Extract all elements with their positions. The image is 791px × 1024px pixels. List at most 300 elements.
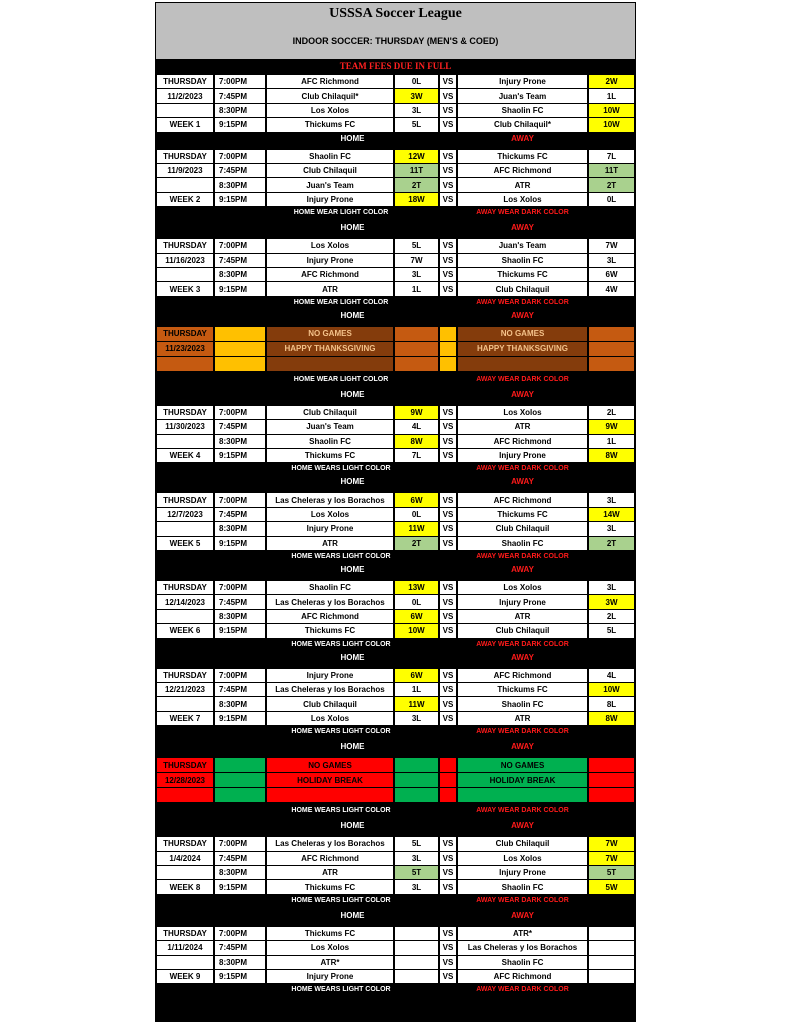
- date-label: 11/16/2023: [156, 253, 214, 268]
- home-header: HOME: [340, 477, 365, 487]
- away-score: 7W: [588, 836, 635, 851]
- home-header: HOME: [340, 310, 365, 320]
- home-team: AFC Richmond: [266, 74, 394, 89]
- vs-label: VS: [439, 163, 457, 178]
- game-time: 7:00PM: [214, 492, 266, 507]
- game-time: 7:45PM: [214, 851, 266, 866]
- day-label: THURSDAY: [156, 238, 214, 253]
- home-team: Juan's Team: [266, 177, 394, 192]
- away-score: [588, 926, 635, 941]
- game-time: 7:00PM: [214, 580, 266, 595]
- away-header: AWAY: [511, 133, 534, 143]
- home-score: 5L: [394, 238, 439, 253]
- home-score: 3W: [394, 88, 439, 103]
- away-wear-note: AWAY WEAR DARK COLOR: [476, 298, 569, 306]
- away-score: [588, 940, 635, 955]
- vs-label: VS: [439, 536, 457, 551]
- away-wear-note: AWAY WEAR DARK COLOR: [476, 375, 569, 383]
- home-team: Club Chilaquil*: [266, 88, 394, 103]
- date-label: 11/9/2023: [156, 163, 214, 178]
- holiday-time-cell: [214, 757, 266, 773]
- game-time: 9:15PM: [214, 117, 266, 132]
- vs-label: VS: [439, 238, 457, 253]
- away-wear-note: AWAY WEAR DARK COLOR: [476, 640, 569, 648]
- holiday-vs-cell: [439, 356, 457, 372]
- vs-label: VS: [439, 682, 457, 697]
- page-subtitle: INDOOR SOCCER: THURSDAY (MEN'S & COED): [292, 36, 499, 46]
- day-cell-empty: [156, 955, 214, 970]
- away-team: Los Xolos: [457, 192, 588, 207]
- week-label: WEEK 5: [156, 536, 214, 551]
- game-time: 7:45PM: [214, 88, 266, 103]
- home-score: 6W: [394, 492, 439, 507]
- away-team: Injury Prone: [457, 74, 588, 89]
- home-wear-note: HOME WEAR LIGHT COLOR: [293, 298, 389, 306]
- holiday-message-home: [266, 787, 394, 803]
- home-team: Juan's Team: [266, 419, 394, 434]
- away-team: Thickums FC: [457, 682, 588, 697]
- home-score: 3L: [394, 267, 439, 282]
- home-score: 1L: [394, 281, 439, 296]
- vs-label: VS: [439, 117, 457, 132]
- away-team: AFC Richmond: [457, 163, 588, 178]
- schedule-sheet: [155, 2, 636, 1022]
- home-score: 18W: [394, 192, 439, 207]
- away-score: 9W: [588, 419, 635, 434]
- day-cell-empty: [156, 609, 214, 624]
- away-team: ATR: [457, 419, 588, 434]
- holiday-score-cell: [394, 772, 439, 788]
- holiday-date: 11/23/2023: [156, 341, 214, 357]
- away-team: Los Xolos: [457, 580, 588, 595]
- game-time: 7:45PM: [214, 594, 266, 609]
- vs-label: VS: [439, 267, 457, 282]
- away-team: Club Chilaquil: [457, 836, 588, 851]
- game-time: 7:45PM: [214, 940, 266, 955]
- home-score: 7L: [394, 448, 439, 463]
- game-time: 8:30PM: [214, 103, 266, 118]
- holiday-day: THURSDAY: [156, 757, 214, 773]
- away-team: Juan's Team: [457, 88, 588, 103]
- fees-notice: TEAM FEES DUE IN FULL: [339, 61, 452, 71]
- away-score: 3L: [588, 521, 635, 536]
- home-team: Thickums FC: [266, 117, 394, 132]
- day-cell-empty: [156, 434, 214, 449]
- away-team: Injury Prone: [457, 594, 588, 609]
- away-header: AWAY: [511, 223, 534, 233]
- holiday-score-cell: [394, 326, 439, 342]
- home-team: AFC Richmond: [266, 267, 394, 282]
- home-score: [394, 969, 439, 984]
- vs-label: VS: [439, 448, 457, 463]
- home-team: ATR: [266, 865, 394, 880]
- vs-label: VS: [439, 865, 457, 880]
- away-team: Shaolin FC: [457, 536, 588, 551]
- date-label: 1/4/2024: [156, 851, 214, 866]
- home-team: Los Xolos: [266, 711, 394, 726]
- holiday-message-away: NO GAMES: [457, 326, 588, 342]
- week-label: WEEK 4: [156, 448, 214, 463]
- home-score: 11T: [394, 163, 439, 178]
- game-time: 8:30PM: [214, 177, 266, 192]
- away-team: ATR*: [457, 926, 588, 941]
- away-score: 8W: [588, 711, 635, 726]
- away-score: 1L: [588, 434, 635, 449]
- date-label: 11/30/2023: [156, 419, 214, 434]
- holiday-score-cell: [394, 341, 439, 357]
- game-time: 9:15PM: [214, 281, 266, 296]
- day-label: THURSDAY: [156, 926, 214, 941]
- away-wear-note: AWAY WEAR DARK COLOR: [476, 209, 569, 217]
- away-score: 5W: [588, 879, 635, 894]
- away-score: 10W: [588, 103, 635, 118]
- away-header: AWAY: [511, 565, 534, 574]
- game-time: 9:15PM: [214, 192, 266, 207]
- vs-label: VS: [439, 696, 457, 711]
- game-time: 9:15PM: [214, 536, 266, 551]
- vs-label: VS: [439, 434, 457, 449]
- vs-label: VS: [439, 419, 457, 434]
- game-time: 7:00PM: [214, 74, 266, 89]
- away-header: AWAY: [511, 742, 534, 752]
- away-team: AFC Richmond: [457, 492, 588, 507]
- game-time: 7:45PM: [214, 419, 266, 434]
- week-label: WEEK 3: [156, 281, 214, 296]
- home-score: 2T: [394, 536, 439, 551]
- vs-label: VS: [439, 955, 457, 970]
- away-team: Shaolin FC: [457, 103, 588, 118]
- home-score: [394, 926, 439, 941]
- away-score: 2T: [588, 177, 635, 192]
- week-label: WEEK 2: [156, 192, 214, 207]
- home-team: Club Chilaquil: [266, 163, 394, 178]
- away-team: AFC Richmond: [457, 434, 588, 449]
- holiday-day-empty: [156, 356, 214, 372]
- away-score: 2W: [588, 74, 635, 89]
- vs-label: VS: [439, 103, 457, 118]
- game-time: 7:00PM: [214, 405, 266, 420]
- game-time: 9:15PM: [214, 448, 266, 463]
- away-score: 3L: [588, 492, 635, 507]
- game-time: 7:45PM: [214, 253, 266, 268]
- home-wear-note: HOME WEARS LIGHT COLOR: [291, 553, 391, 560]
- vs-label: VS: [439, 668, 457, 683]
- away-header: AWAY: [511, 310, 534, 320]
- date-label: 12/14/2023: [156, 594, 214, 609]
- holiday-score-cell: [588, 341, 635, 357]
- home-team: Los Xolos: [266, 940, 394, 955]
- home-score: [394, 940, 439, 955]
- away-score: 2T: [588, 536, 635, 551]
- day-label: THURSDAY: [156, 74, 214, 89]
- holiday-message-home: NO GAMES: [266, 757, 394, 773]
- week-label: WEEK 7: [156, 711, 214, 726]
- away-team: Club Chilaquil: [457, 623, 588, 638]
- vs-label: VS: [439, 88, 457, 103]
- away-team: Los Xolos: [457, 851, 588, 866]
- home-team: Injury Prone: [266, 969, 394, 984]
- away-team: ATR: [457, 711, 588, 726]
- home-header: HOME: [340, 565, 365, 574]
- game-time: 9:15PM: [214, 879, 266, 894]
- home-wear-note: HOME WEAR LIGHT COLOR: [293, 375, 389, 383]
- holiday-message-away: [457, 787, 588, 803]
- game-time: 7:45PM: [214, 163, 266, 178]
- holiday-vs-cell: [439, 326, 457, 342]
- away-wear-note: AWAY WEAR DARK COLOR: [476, 986, 569, 994]
- home-score: 8W: [394, 434, 439, 449]
- home-team: Club Chilaquil: [266, 696, 394, 711]
- vs-label: VS: [439, 74, 457, 89]
- away-score: 3W: [588, 594, 635, 609]
- game-time: 8:30PM: [214, 955, 266, 970]
- home-team: AFC Richmond: [266, 609, 394, 624]
- holiday-score-cell: [588, 757, 635, 773]
- away-team: Shaolin FC: [457, 879, 588, 894]
- game-time: 7:45PM: [214, 507, 266, 522]
- home-score: 3L: [394, 711, 439, 726]
- away-score: 5T: [588, 865, 635, 880]
- holiday-day-empty: [156, 787, 214, 803]
- game-time: 8:30PM: [214, 609, 266, 624]
- vs-label: VS: [439, 492, 457, 507]
- holiday-vs-cell: [439, 772, 457, 788]
- home-header: HOME: [340, 821, 365, 831]
- day-label: THURSDAY: [156, 580, 214, 595]
- home-score: 5L: [394, 117, 439, 132]
- away-score: [588, 969, 635, 984]
- away-team: Shaolin FC: [457, 955, 588, 970]
- away-score: 0L: [588, 192, 635, 207]
- away-team: Injury Prone: [457, 865, 588, 880]
- day-cell-empty: [156, 267, 214, 282]
- weeks-container: [156, 3, 635, 1021]
- away-team: Thickums FC: [457, 507, 588, 522]
- away-team: Club Chilaquil*: [457, 117, 588, 132]
- day-label: THURSDAY: [156, 836, 214, 851]
- home-team: Club Chilaquil: [266, 405, 394, 420]
- home-score: 13W: [394, 580, 439, 595]
- home-team: Las Cheleras y los Borachos: [266, 682, 394, 697]
- day-cell-empty: [156, 696, 214, 711]
- away-score: 3L: [588, 253, 635, 268]
- away-header: AWAY: [511, 910, 534, 920]
- away-team: AFC Richmond: [457, 668, 588, 683]
- home-score: 9W: [394, 405, 439, 420]
- holiday-score-cell: [394, 356, 439, 372]
- away-team: ATR: [457, 609, 588, 624]
- away-score: 4W: [588, 281, 635, 296]
- home-wear-note: HOME WEAR LIGHT COLOR: [293, 209, 389, 217]
- day-cell-empty: [156, 865, 214, 880]
- game-time: 7:00PM: [214, 836, 266, 851]
- away-team: Juan's Team: [457, 238, 588, 253]
- vs-label: VS: [439, 940, 457, 955]
- away-score: [588, 955, 635, 970]
- away-team: Club Chilaquil: [457, 521, 588, 536]
- home-score: 1L: [394, 682, 439, 697]
- date-label: 1/11/2024: [156, 940, 214, 955]
- game-time: 8:30PM: [214, 865, 266, 880]
- home-team: Los Xolos: [266, 103, 394, 118]
- vs-label: VS: [439, 253, 457, 268]
- vs-label: VS: [439, 405, 457, 420]
- away-score: 3L: [588, 580, 635, 595]
- game-time: 7:00PM: [214, 238, 266, 253]
- vs-label: VS: [439, 711, 457, 726]
- game-time: 9:15PM: [214, 711, 266, 726]
- vs-label: VS: [439, 926, 457, 941]
- holiday-score-cell: [588, 787, 635, 803]
- holiday-message-away: [457, 356, 588, 372]
- away-score: 4L: [588, 668, 635, 683]
- holiday-message-home: NO GAMES: [266, 326, 394, 342]
- home-score: 12W: [394, 149, 439, 164]
- vs-label: VS: [439, 851, 457, 866]
- game-time: 8:30PM: [214, 696, 266, 711]
- away-header: AWAY: [511, 821, 534, 831]
- home-score: 5L: [394, 836, 439, 851]
- holiday-message-home: [266, 356, 394, 372]
- home-score: 7W: [394, 253, 439, 268]
- home-team: Injury Prone: [266, 668, 394, 683]
- home-score: 0L: [394, 74, 439, 89]
- vs-label: VS: [439, 836, 457, 851]
- home-team: Las Cheleras y los Borachos: [266, 836, 394, 851]
- holiday-score-cell: [394, 787, 439, 803]
- date-label: 12/21/2023: [156, 682, 214, 697]
- away-team: Thickums FC: [457, 267, 588, 282]
- game-time: 8:30PM: [214, 521, 266, 536]
- day-cell-empty: [156, 521, 214, 536]
- home-team: AFC Richmond: [266, 851, 394, 866]
- home-team: Shaolin FC: [266, 149, 394, 164]
- holiday-time-cell: [214, 772, 266, 788]
- vs-label: VS: [439, 192, 457, 207]
- home-header: HOME: [340, 652, 365, 662]
- home-team: Los Xolos: [266, 238, 394, 253]
- vs-label: VS: [439, 969, 457, 984]
- home-wear-note: HOME WEARS LIGHT COLOR: [291, 465, 391, 473]
- game-time: 9:15PM: [214, 969, 266, 984]
- home-wear-note: HOME WEARS LIGHT COLOR: [291, 640, 391, 648]
- home-team: ATR: [266, 536, 394, 551]
- day-cell-empty: [156, 103, 214, 118]
- date-label: 11/2/2023: [156, 88, 214, 103]
- vs-label: VS: [439, 281, 457, 296]
- vs-label: VS: [439, 149, 457, 164]
- holiday-message-away: HAPPY THANKSGIVING: [457, 341, 588, 357]
- holiday-time-cell: [214, 356, 266, 372]
- away-header: AWAY: [511, 389, 534, 399]
- away-wear-note: AWAY WEAR DARK COLOR: [476, 807, 569, 815]
- week-label: WEEK 9: [156, 969, 214, 984]
- home-score: 5T: [394, 865, 439, 880]
- away-score: 14W: [588, 507, 635, 522]
- week-label: WEEK 6: [156, 623, 214, 638]
- away-score: 2L: [588, 405, 635, 420]
- holiday-score-cell: [588, 772, 635, 788]
- away-score: 7L: [588, 149, 635, 164]
- away-score: 1L: [588, 88, 635, 103]
- page-title: USSSA Soccer League: [329, 6, 462, 21]
- game-time: 7:00PM: [214, 926, 266, 941]
- home-header: HOME: [340, 910, 365, 920]
- week-label: WEEK 8: [156, 879, 214, 894]
- away-score: 6W: [588, 267, 635, 282]
- game-time: 7:00PM: [214, 668, 266, 683]
- away-team: Shaolin FC: [457, 696, 588, 711]
- holiday-vs-cell: [439, 757, 457, 773]
- away-wear-note: AWAY WEAR DARK COLOR: [476, 896, 569, 904]
- day-label: THURSDAY: [156, 668, 214, 683]
- game-time: 9:15PM: [214, 623, 266, 638]
- date-label: 12/7/2023: [156, 507, 214, 522]
- home-score: [394, 955, 439, 970]
- home-score: 11W: [394, 521, 439, 536]
- home-team: Thickums FC: [266, 926, 394, 941]
- home-header: HOME: [340, 223, 365, 233]
- vs-label: VS: [439, 580, 457, 595]
- vs-label: VS: [439, 507, 457, 522]
- vs-label: VS: [439, 609, 457, 624]
- home-team: Las Cheleras y los Borachos: [266, 492, 394, 507]
- away-wear-note: AWAY WEAR DARK COLOR: [476, 553, 569, 560]
- game-time: 8:30PM: [214, 434, 266, 449]
- home-team: ATR*: [266, 955, 394, 970]
- home-team: Injury Prone: [266, 253, 394, 268]
- home-score: 11W: [394, 696, 439, 711]
- home-score: 6W: [394, 609, 439, 624]
- home-wear-note: HOME WEARS LIGHT COLOR: [291, 896, 391, 904]
- game-time: 7:45PM: [214, 682, 266, 697]
- home-team: ATR: [266, 281, 394, 296]
- day-label: THURSDAY: [156, 405, 214, 420]
- away-wear-note: AWAY WEAR DARK COLOR: [476, 465, 569, 473]
- home-team: Injury Prone: [266, 521, 394, 536]
- away-score: 8W: [588, 448, 635, 463]
- away-score: 10W: [588, 682, 635, 697]
- holiday-time-cell: [214, 326, 266, 342]
- away-team: Los Xolos: [457, 405, 588, 420]
- away-score: 5L: [588, 623, 635, 638]
- holiday-message-away: HOLIDAY BREAK: [457, 772, 588, 788]
- home-team: Injury Prone: [266, 192, 394, 207]
- home-wear-note: HOME WEARS LIGHT COLOR: [291, 986, 391, 994]
- away-team: AFC Richmond: [457, 969, 588, 984]
- away-team: Las Cheleras y los Borachos: [457, 940, 588, 955]
- home-wear-note: HOME WEARS LIGHT COLOR: [291, 728, 391, 736]
- home-team: Shaolin FC: [266, 434, 394, 449]
- home-team: Shaolin FC: [266, 580, 394, 595]
- away-score: 7W: [588, 238, 635, 253]
- holiday-score-cell: [588, 326, 635, 342]
- vs-label: VS: [439, 623, 457, 638]
- home-header: HOME: [340, 389, 365, 399]
- holiday-time-cell: [214, 787, 266, 803]
- vs-label: VS: [439, 177, 457, 192]
- home-score: 6W: [394, 668, 439, 683]
- day-label: THURSDAY: [156, 492, 214, 507]
- home-score: 10W: [394, 623, 439, 638]
- holiday-score-cell: [588, 356, 635, 372]
- away-team: ATR: [457, 177, 588, 192]
- week-label: WEEK 1: [156, 117, 214, 132]
- home-team: Las Cheleras y los Borachos: [266, 594, 394, 609]
- holiday-vs-cell: [439, 787, 457, 803]
- away-team: Thickums FC: [457, 149, 588, 164]
- holiday-day: THURSDAY: [156, 326, 214, 342]
